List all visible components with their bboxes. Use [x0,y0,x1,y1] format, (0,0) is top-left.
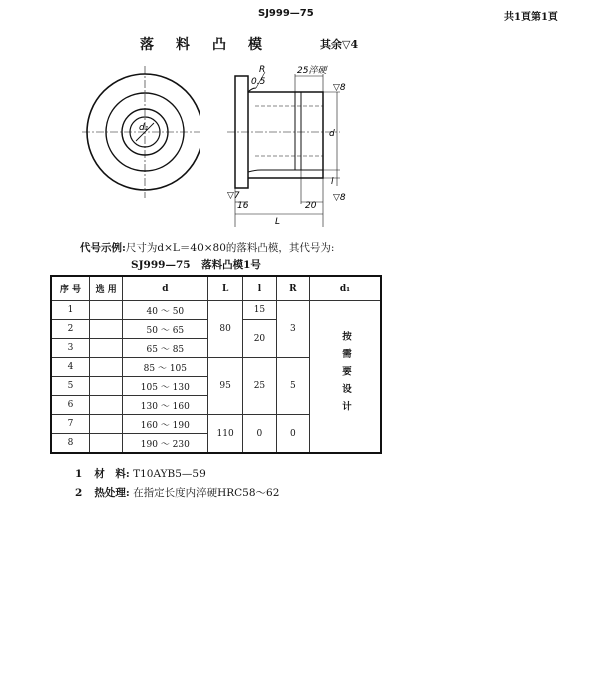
cell-R-group-2: 5 [276,358,309,415]
cell-l-group-2: 25 [243,358,277,415]
cell-R-group-3: 0 [276,415,309,454]
header-R: R [276,276,309,301]
cell-select [90,377,123,396]
header-d: d [123,276,208,301]
header-select: 选 用 [90,276,123,301]
cell-no: 3 [51,339,90,358]
cell-select [90,339,123,358]
note-item [75,465,279,484]
cell-L-group-2: 95 [208,358,243,415]
cell-no: 1 [51,301,90,320]
chamfer-label: 0.5 [251,77,266,87]
shoulder-line [248,170,323,172]
cell-l-group-3: 0 [243,415,277,454]
roughness-8-bot: ▽8 [333,193,346,203]
note-label: 热处理: [94,487,130,499]
note-item [75,484,279,503]
table-row [51,301,381,320]
cell-d: 50 ～ 65 [123,320,208,339]
cell-d: 105 ～ 130 [123,377,208,396]
spec-table [50,275,382,454]
example-label: 代号示例: [80,242,126,254]
d1-note-text: 按需要设计 [339,331,351,419]
note-number: 2 [75,487,83,499]
table-header-row [51,276,381,301]
cell-L-group-3: 110 [208,415,243,454]
header-d1: d₁ [309,276,381,301]
standard-code: SJ999—75 [258,8,314,19]
cell-d: 130 ～ 160 [123,396,208,415]
flange-width-label: 16 [237,201,249,211]
example-line [80,240,334,255]
header-l: l [243,276,277,301]
l-label: l [331,177,334,187]
cell-l: 15 [243,301,277,320]
cell-select [90,358,123,377]
header-L: L [208,276,243,301]
roughness-7: ▽7 [227,191,240,201]
roughness-note: 其余▽4 [320,38,359,51]
cell-no: 7 [51,415,90,434]
length-label: L [275,217,281,227]
cell-l-group-1b: 20 [243,320,277,358]
quench-label: 25淬硬 [297,66,327,76]
note-text: T10AYB5—59 [133,468,206,480]
roughness-8-top: ▽8 [333,83,346,93]
d1-label: d₁ [139,123,149,133]
dim-20-label: 20 [305,201,317,211]
cell-select [90,434,123,454]
radius-label: R [259,65,266,75]
section-view-drawing [225,62,355,232]
cell-d: 190 ～ 230 [123,434,208,454]
cell-L-group-1: 80 [208,301,243,358]
cell-d: 160 ～ 190 [123,415,208,434]
page-info: 共1頁第1頁 [504,12,558,23]
cell-no: 4 [51,358,90,377]
example-code: SJ999—75 落料凸模1号 [131,259,261,271]
page-title: 落料凸模 [140,37,284,53]
example-text: 尺寸为d×L＝40×80的落料凸模，其代号为: [125,242,335,254]
cell-d: 65 ～ 85 [123,339,208,358]
note-number: 1 [75,468,83,480]
cell-d: 85 ～ 105 [123,358,208,377]
note-label: 材 料: [94,468,130,480]
cell-no: 5 [51,377,90,396]
cell-d1-note [309,301,381,454]
cell-select [90,320,123,339]
cell-select [90,396,123,415]
punch-body [248,92,323,178]
cell-no: 8 [51,434,90,454]
cell-no: 2 [51,320,90,339]
cell-select [90,301,123,320]
note-text: 在指定长度内淬硬HRC58～62 [133,487,280,499]
d-label: d [329,129,335,139]
cell-select [90,415,123,434]
cell-R-group-1: 3 [276,301,309,358]
notes [75,465,279,503]
front-view-drawing [80,62,200,202]
cell-no: 6 [51,396,90,415]
header-no: 序 号 [51,276,90,301]
cell-d: 40 ～ 50 [123,301,208,320]
